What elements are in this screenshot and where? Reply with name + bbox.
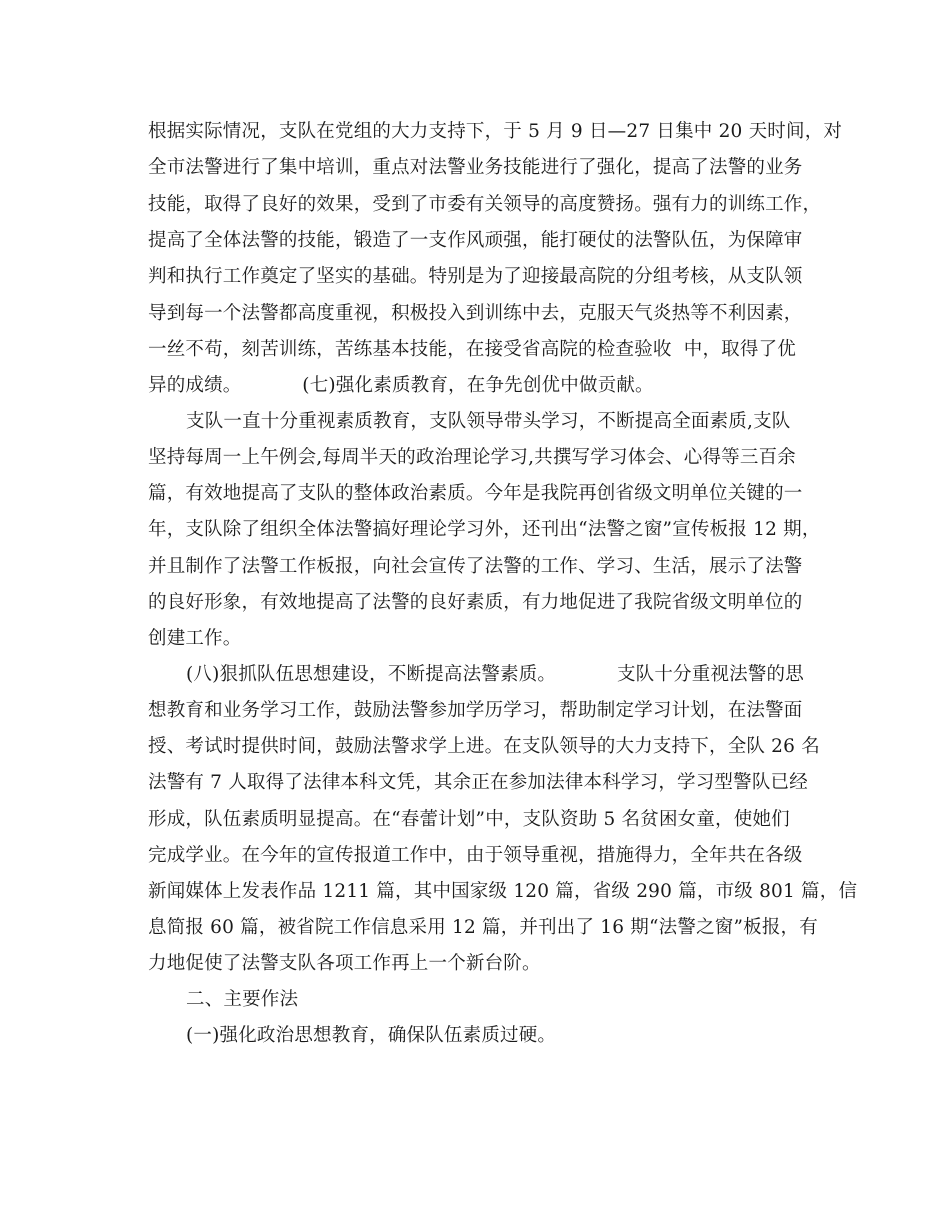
text-line-9: 支队一直十分重视素质教育，支队领导带头学习，不断提高全面素质,支队 [186,411,791,432]
text-line-21: 完成学业。在今年的宣传报道工作中，由于领导重视，措施得力，全年共在各级 [148,845,803,866]
text-line-22: 新闻媒体上发表作品 1211 篇，其中国家级 120 篇，省级 290 篇，市级 801 篇，信 [148,881,858,902]
text-line-3: 技能，取得了良好的效果，受到了市委有关领导的高度赞扬。强有力的训练工作， [148,194,822,215]
text-line-15: 创建工作。 [148,628,242,649]
text-line-12: 年，支队除了组织全体法警搞好理论学习外，还刊出“法警之窗”宣传板报 12 期， [148,519,821,540]
text-line-16: (八)狠抓队伍思想建设，不断提高法警素质。 支队十分重视法警的思 [186,664,804,685]
subsection-heading: (一)强化政治思想教育，确保队伍素质过硬。 [186,1025,557,1046]
text-line-20: 形成，队伍素质明显提高。在“春蕾计划”中，支队资助 5 名贫困女童，使她们 [148,809,790,830]
text-line-6: 导到每一个法警都高度重视，积极投入到训练中去，克服天气炎热等不利因素， [148,303,803,324]
text-line-23: 息简报 60 篇，被省院工作信息采用 12 篇，并刊出了 16 期“法警之窗”板报，有 [148,917,818,938]
text-line-17: 想教育和业务学习工作，鼓励法警参加学历学习，帮助制定学习计划，在法警面 [148,700,803,721]
text-line-10: 坚持每周一上午例会,每周半天的政治理论学习,共撰写学习体会、心得等三百余 [148,447,796,468]
text-line-1: 根据实际情况，支队在党组的大力支持下，于 5 月 9 日—27 日集中 20 天时间，对 [148,121,843,142]
text-line-2: 全市法警进行了集中培训，重点对法警业务技能进行了强化，提高了法警的业务 [148,157,803,178]
text-line-5: 判和执行工作奠定了坚实的基础。特别是为了迎接最高院的分组考核，从支队领 [148,266,803,287]
section-heading: 二、主要作法 [186,989,299,1010]
text-line-19: 法警有 7 人取得了法律本科文凭，其余正在参加法律本科学习，学习型警队已经 [148,772,808,793]
text-line-24: 力地促使了法警支队各项工作再上一个新台阶。 [148,953,541,974]
text-line-8: 异的成绩。 (七)强化素质教育，在争先创优中做贡献。 [148,375,654,396]
text-line-13: 并且制作了法警工作板报，向社会宣传了法警的工作、学习、生活，展示了法警 [148,556,803,577]
text-line-7: 一丝不苟，刻苦训练，苦练基本技能，在接受省高院的检查验收 中，取得了优 [148,339,796,360]
text-line-11: 篇，有效地提高了支队的整体政治素质。今年是我院再创省级文明单位关键的一 [148,483,803,504]
text-line-4: 提高了全体法警的技能，锻造了一支作风顽强，能打硬仗的法警队伍，为保障审 [148,230,803,251]
text-line-18: 授、考试时提供时间，鼓励法警求学上进。在支队领导的大力支持下，全队 26 名 [148,736,820,757]
text-line-14: 的良好形象，有效地提高了法警的良好素质，有力地促进了我院省级文明单位的 [148,592,803,613]
